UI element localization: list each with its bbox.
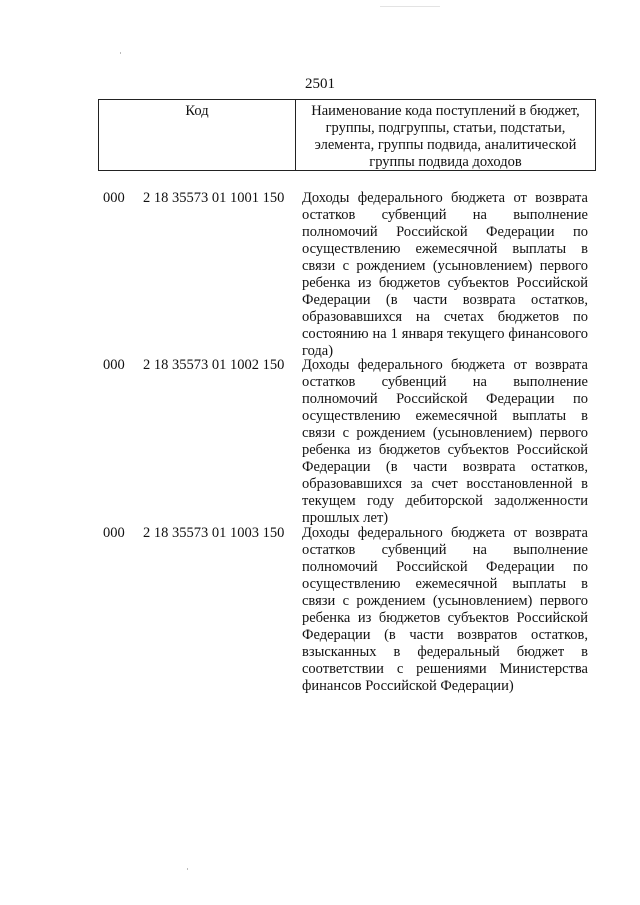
header-code-label: Код <box>99 100 296 170</box>
table-header <box>98 99 596 171</box>
admin-code: 000 <box>103 190 125 206</box>
admin-code: 000 <box>103 525 125 541</box>
budget-code: 2 18 35573 01 1001 150 <box>143 190 285 206</box>
header-name-label: Наименование кода поступлений в бюджет, группы, подгруппы, статьи, подстатьи, элемента, группы подвида, аналитической группы подвида доходов <box>311 103 580 170</box>
page-number: 2501 <box>305 76 335 92</box>
scan-edge-mark <box>380 6 440 7</box>
income-description: Доходы федерального бюджета от возврата остатков субвенций на выполнение полномочий Российской Федерации по осуществлению ежемесячной выплаты в связи с рождением (усыновлением) первого ребенка из бюджетов субъектов Российской Федерации (в части возврата остатков, образовавшихся на счетах бюджетов по состоянию на 1 января текущего финансового года) <box>302 190 588 359</box>
budget-code: 2 18 35573 01 1002 150 <box>143 357 285 373</box>
income-description: Доходы федерального бюджета от возврата остатков субвенций на выполнение полномочий Российской Федерации по осуществлению ежемесячной выплаты в связи с рождением (усыновлением) первого ребенка из бюджетов субъектов Российской Федерации (в части возвратов остатков, взысканных в федеральный бюджет в соответствии с решениями Министерства финансов Российской Федерации) <box>302 525 588 694</box>
income-description: Доходы федерального бюджета от возврата остатков субвенций на выполнение полномочий Российской Федерации по осуществлению ежемесячной выплаты в связи с рождением (усыновлением) первого ребенка из бюджетов субъектов Российской Федерации (в части возврата остатков, образовавшихся за счет восстановленной в текущем году дебиторской задолженности прошлых лет) <box>302 357 588 526</box>
scan-speck <box>187 868 188 870</box>
admin-code: 000 <box>103 357 125 373</box>
scan-speck <box>120 52 121 54</box>
budget-code: 2 18 35573 01 1003 150 <box>143 525 285 541</box>
